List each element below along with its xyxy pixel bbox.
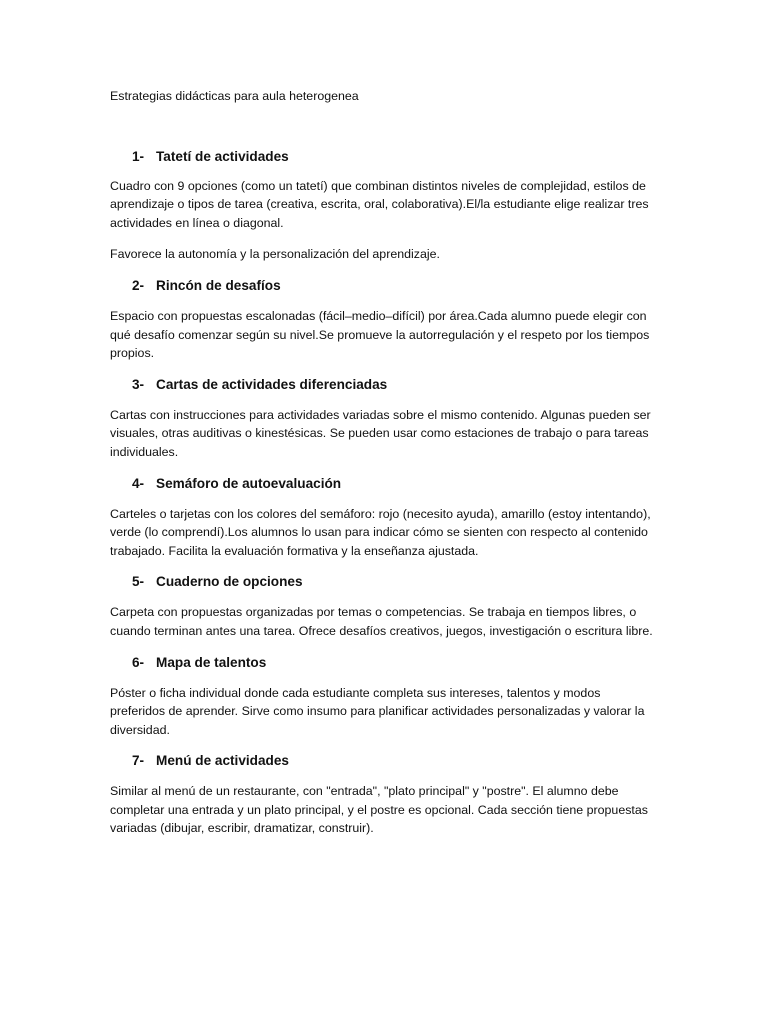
section-heading: [110, 752, 658, 770]
section-number: 4-: [132, 475, 145, 491]
section-title: Rincón de desafíos: [156, 277, 281, 293]
section-heading: [110, 475, 658, 493]
section-number: 3-: [132, 376, 145, 392]
section-number: 5-: [132, 574, 145, 590]
section-heading: [110, 573, 658, 591]
section-cuaderno: [110, 573, 658, 640]
section-paragraph: Cuadro con 9 opciones (como un tatetí) que combinan distintos niveles de complejidad, estilos de aprendizaje o tipos de tarea (creativa, escrita, oral, colaborativa).El/la estudiante elige realizar tres actividades en línea o diagonal.: [110, 178, 649, 230]
section-number: 2-: [132, 277, 145, 293]
section-title: Cartas de actividades diferenciadas: [156, 376, 388, 392]
section-tateti: [110, 148, 658, 264]
section-semaforo: [110, 475, 658, 561]
section-menu: [110, 752, 658, 838]
section-heading: [110, 148, 658, 166]
document-title: Estrategias didácticas para aula heterogenea: [110, 89, 359, 103]
section-heading: [110, 654, 658, 672]
section-heading: [110, 376, 658, 394]
section-rincon: [110, 277, 658, 363]
section-paragraph: Favorece la autonomía y la personalización del aprendizaje.: [110, 247, 440, 262]
section-number: 6-: [132, 654, 145, 670]
section-title: Tatetí de actividades: [156, 148, 289, 164]
document-body: [110, 87, 658, 851]
section-cartas: [110, 376, 658, 462]
section-title: Cuaderno de opciones: [156, 574, 303, 590]
section-title: Menú de actividades: [156, 753, 289, 769]
section-mapa: [110, 654, 658, 740]
section-paragraph: Carteles o tarjetas con los colores del semáforo: rojo (necesito ayuda), amarillo (estoy intentando), verde (lo comprendí).Los alumnos lo usan para indicar cómo se sienten con respecto al contenido trabajado. Facilita la evaluación formativa y la enseñanza ajustada.: [110, 506, 651, 558]
section-number: 7-: [132, 753, 145, 769]
section-paragraph: Espacio con propuestas escalonadas (fácil–medio–difícil) por área.Cada alumno puede elegir con qué desafío comenzar según su nivel.Se promueve la autorregulación y el respeto por los tiempos propios.: [110, 308, 650, 361]
section-paragraph: Carpeta con propuestas organizadas por temas o competencias. Se trabaja en tiempos libres, o cuando terminan antes una tarea. Ofrece desafíos creativos, juegos, investigación o escritura libre.: [110, 605, 653, 638]
section-paragraph: Similar al menú de un restaurante, con "entrada", "plato principal" y "postre". El alumno debe completar una entrada y un plato principal, y el postre es opcional. Cada sección tiene propuestas variadas (dibujar, escribir, dramatizar, construir).: [110, 784, 648, 836]
section-heading: [110, 277, 658, 295]
section-paragraph: Cartas con instrucciones para actividades variadas sobre el mismo contenido. Algunas pueden ser visuales, otras auditivas o kinestésicas. Se pueden usar como estaciones de trabajo o para tareas individuales.: [110, 407, 651, 459]
section-number: 1-: [132, 148, 145, 164]
section-paragraph: Póster o ficha individual donde cada estudiante completa sus intereses, talentos y modos preferidos de aprender. Sirve como insumo para planificar actividades personalizadas y valorar la diversidad.: [110, 685, 645, 737]
section-title: Mapa de talentos: [156, 654, 267, 670]
section-title: Semáforo de autoevaluación: [156, 475, 342, 491]
